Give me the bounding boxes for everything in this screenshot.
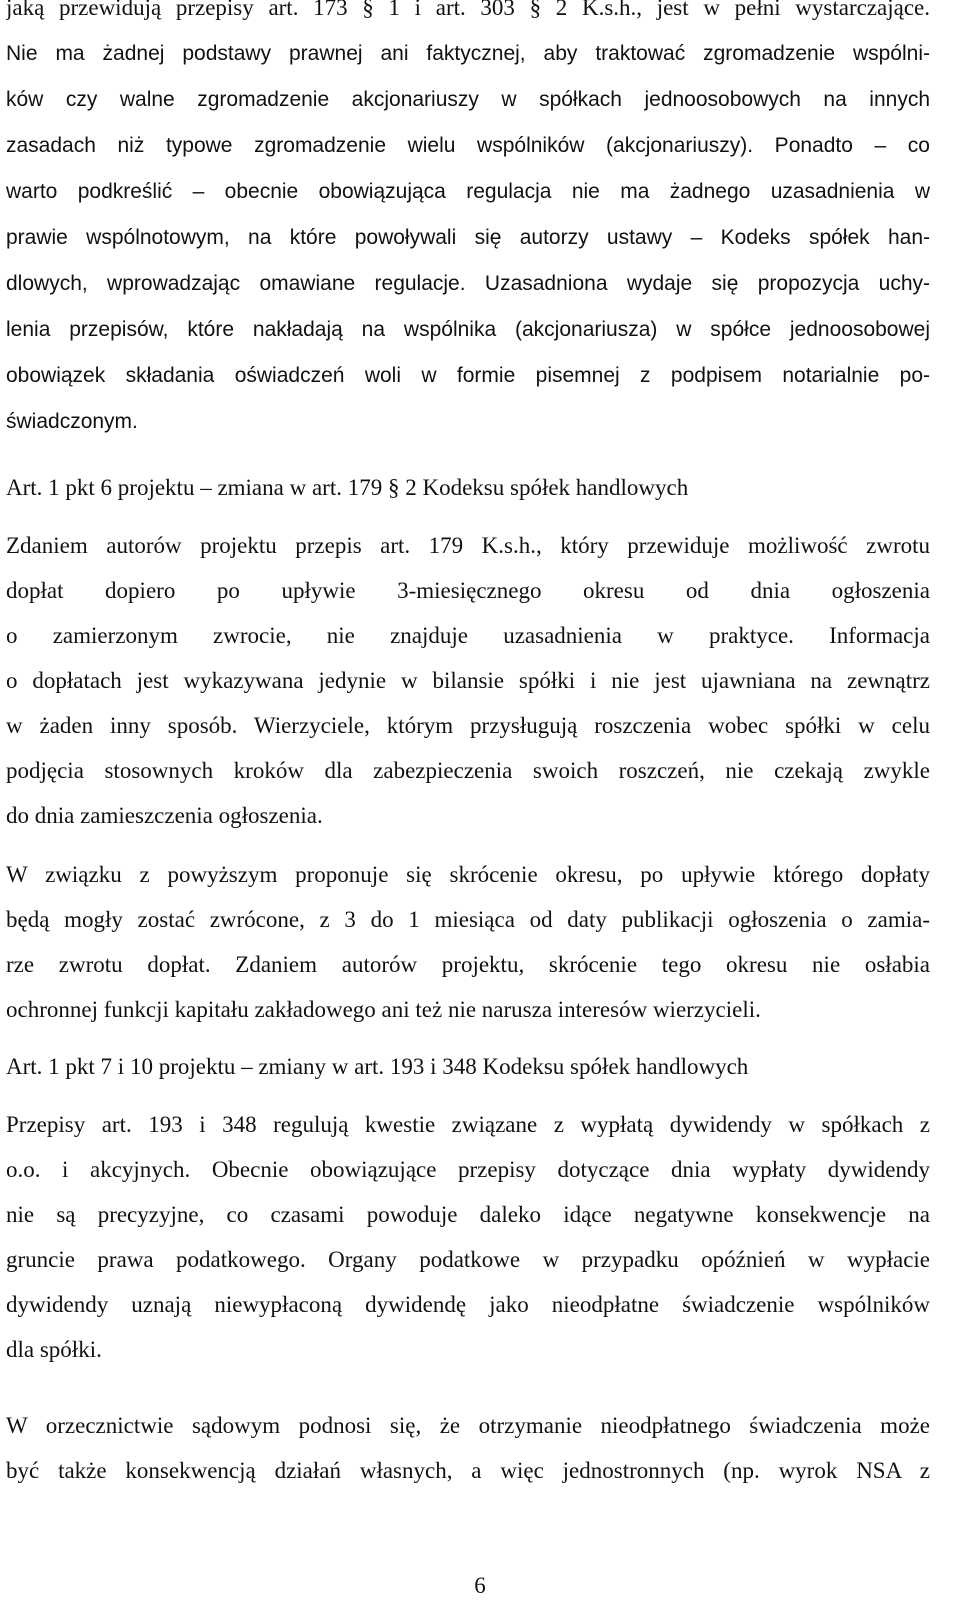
- text-line: W związku z powyższym proponuje się skrócenie okresu, po upływie którego dopłaty: [6, 862, 930, 887]
- text-line: podjęcia stosownych kroków dla zabezpieczenia swoich roszczeń, nie czekają zwykle: [6, 758, 930, 783]
- section-heading: Art. 1 pkt 6 projektu – zmiana w art. 179 § 2 Kodeksu spółek handlowych: [6, 475, 689, 500]
- text-line: warto podkreślić – obecnie obowiązująca regulacja nie ma żadnego uzasadnienia w: [6, 180, 930, 203]
- text-line: do dnia zamieszczenia ogłoszenia.: [6, 803, 323, 828]
- text-line: będą mogły zostać zwrócone, z 3 do 1 miesiąca od daty publikacji ogłoszenia o zamia-: [6, 907, 930, 932]
- text-line: Zdaniem autorów projektu przepis art. 179 K.s.h., który przewiduje możliwość zwrotu: [6, 533, 930, 558]
- text-line: dywidendy uznają niewypłaconą dywidendę jako nieodpłatne świadczenie wspólników: [6, 1292, 930, 1317]
- text-line: zasadach niż typowe zgromadzenie wielu wspólników (akcjonariuszy). Ponadto – co: [6, 134, 930, 157]
- text-line: o zamierzonym zwrocie, nie znajduje uzasadnienia w praktyce. Informacja: [6, 623, 930, 648]
- section-heading: Art. 1 pkt 7 i 10 projektu – zmiany w art. 193 i 348 Kodeksu spółek handlowych: [6, 1054, 749, 1079]
- page-number: 6: [474, 1573, 486, 1598]
- text-line: jaką przewidują przepisy art. 173 § 1 i art. 303 § 2 K.s.h., jest w pełni wystarczające.: [6, 0, 930, 20]
- text-line: dla spółki.: [6, 1337, 102, 1362]
- text-line: Nie ma żadnej podstawy prawnej ani faktycznej, aby traktować zgromadzenie wspólni-: [6, 42, 930, 65]
- text-line: prawie wspólnotowym, na które powoływali się autorzy ustawy – Kodeks spółek han-: [6, 226, 930, 249]
- text-line: nie są precyzyjne, co czasami powoduje daleko idące negatywne konsekwencje na: [6, 1202, 930, 1227]
- text-line: o.o. i akcyjnych. Obecnie obowiązujące przepisy dotyczące dnia wypłaty dywidendy: [6, 1157, 930, 1182]
- text-line: być także konsekwencją działań własnych, a więc jednostronnych (np. wyrok NSA z: [6, 1458, 930, 1483]
- text-line: gruncie prawa podatkowego. Organy podatkowe w przypadku opóźnień w wypłacie: [6, 1247, 930, 1272]
- text-line: ochronnej funkcji kapitału zakładowego ani też nie narusza interesów wierzycieli.: [6, 997, 761, 1022]
- text-line: rze zwrotu dopłat. Zdaniem autorów projektu, skrócenie tego okresu nie osłabia: [6, 952, 930, 977]
- text-line: dlowych, wprowadzając omawiane regulacje. Uzasadniona wydaje się propozycja uchy-: [6, 272, 930, 295]
- text-line: obowiązek składania oświadczeń woli w formie pisemnej z podpisem notarialnie po-: [6, 364, 930, 387]
- text-line: W orzecznictwie sądowym podnosi się, że otrzymanie nieodpłatnego świadczenia może: [6, 1413, 930, 1438]
- text-line: lenia przepisów, które nakładają na wspólnika (akcjonariusza) w spółce jednoosobowej: [6, 318, 930, 341]
- text-line: ków czy walne zgromadzenie akcjonariuszy w spółkach jednoosobowych na innych: [6, 88, 930, 111]
- text-line: o dopłatach jest wykazywana jedynie w bilansie spółki i nie jest ujawniana na zewnątrz: [6, 668, 930, 693]
- text-line: Przepisy art. 193 i 348 regulują kwestie związane z wypłatą dywidendy w spółkach z: [6, 1112, 930, 1137]
- text-line: w żaden inny sposób. Wierzyciele, którym przysługują roszczenia wobec spółki w celu: [6, 713, 930, 738]
- text-line: dopłat dopiero po upływie 3-miesięcznego okresu od dnia ogłoszenia: [6, 578, 930, 603]
- text-line: świadczonym.: [6, 410, 138, 433]
